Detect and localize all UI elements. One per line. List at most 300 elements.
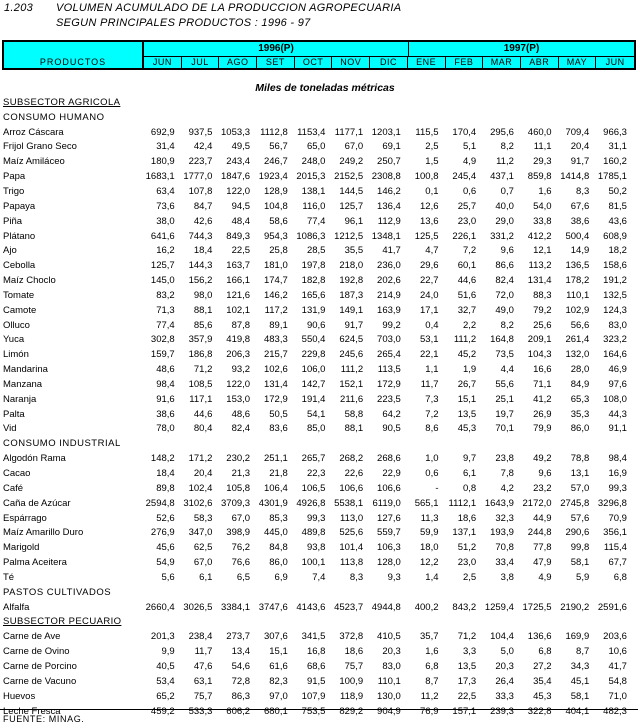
table-row <box>0 540 640 555</box>
value-cell: 2172,0 <box>522 497 552 509</box>
value-cell: 65,0 <box>306 141 326 153</box>
value-cell: 322,8 <box>527 705 552 717</box>
value-cell: 77,4 <box>156 319 175 331</box>
value-cell: 178,2 <box>565 275 590 287</box>
value-cell: 148,2 <box>150 453 175 465</box>
value-cell: 85,3 <box>269 512 288 524</box>
value-cell: 54,6 <box>231 660 251 672</box>
value-cell: 60,1 <box>457 260 477 272</box>
product-label: Carne de Vacuno <box>3 675 77 687</box>
value-cell: 1847,6 <box>221 171 251 183</box>
value-cell: 1,4 <box>425 571 439 583</box>
product-label: Carne de Ovino <box>3 646 70 658</box>
table-row <box>0 629 640 644</box>
product-label: Papa <box>3 171 26 183</box>
value-cell: 18,6 <box>457 512 477 524</box>
product-label: Cebolla <box>3 260 36 272</box>
value-cell: 268,6 <box>377 453 401 465</box>
value-cell: 243,4 <box>226 156 251 168</box>
value-cell: 6119,0 <box>372 497 401 509</box>
value-cell: 86,3 <box>231 690 251 702</box>
product-label: Té <box>3 571 15 583</box>
value-cell: 437,1 <box>490 171 514 183</box>
value-cell: 680,1 <box>263 705 288 717</box>
value-cell: 128,0 <box>377 557 401 569</box>
sector-heading-row <box>0 615 640 630</box>
value-cell: 42,6 <box>193 215 213 227</box>
value-cell: 9,7 <box>462 453 477 465</box>
value-cell: 6,1 <box>199 571 213 583</box>
value-cell: 42,4 <box>193 141 213 153</box>
value-cell: 104,3 <box>527 349 552 361</box>
value-cell: 21,8 <box>269 468 288 480</box>
product-label: Carne de Porcino <box>3 660 77 672</box>
product-label: Trigo <box>3 185 25 197</box>
product-label: Espárrago <box>3 512 47 524</box>
value-cell: 859,8 <box>527 171 552 183</box>
value-cell: 78,0 <box>156 423 175 435</box>
value-cell: 53,4 <box>156 675 175 687</box>
value-cell: 1,1 <box>425 364 439 376</box>
value-cell: 4,4 <box>500 364 514 376</box>
value-cell: 268,2 <box>339 453 364 465</box>
value-cell: 35,3 <box>570 408 590 420</box>
value-cell: 163,9 <box>377 304 401 316</box>
product-label: Maíz Amiláceo <box>3 156 65 168</box>
value-cell: 307,6 <box>263 631 288 643</box>
value-cell: 34,3 <box>570 660 590 672</box>
value-cell: 106,0 <box>301 364 326 376</box>
value-cell: 45,2 <box>457 349 477 361</box>
value-cell: 22,9 <box>382 468 401 480</box>
value-cell: 91,7 <box>570 156 590 168</box>
value-cell: 86,0 <box>269 557 288 569</box>
value-cell: 1348,1 <box>371 230 401 242</box>
product-label: Cacao <box>3 468 31 480</box>
value-cell: 3296,8 <box>597 497 627 509</box>
value-cell: 49,5 <box>231 141 251 153</box>
value-cell: 0,6 <box>425 468 439 480</box>
value-cell: 357,9 <box>188 334 213 346</box>
value-cell: 744,3 <box>188 230 213 242</box>
table-row <box>0 644 640 659</box>
value-cell: 4926,8 <box>296 497 326 509</box>
value-cell: 106,6 <box>377 482 401 494</box>
value-cell: 33,4 <box>495 557 514 569</box>
table-row <box>0 303 640 318</box>
value-cell: 8,7 <box>425 675 439 687</box>
value-cell: 18,4 <box>193 245 213 257</box>
value-cell: 4944,8 <box>371 601 401 613</box>
value-cell: 276,9 <box>150 527 175 539</box>
value-cell: 77,8 <box>533 542 552 554</box>
value-cell: 88,1 <box>193 304 213 316</box>
value-cell: 113,0 <box>340 512 364 524</box>
value-cell: 2015,3 <box>296 171 326 183</box>
value-cell: 116,0 <box>302 200 326 212</box>
value-cell: 40,0 <box>495 200 514 212</box>
value-cell: 9,6 <box>538 468 552 480</box>
value-cell: 22,6 <box>344 468 364 480</box>
value-cell: 5,6 <box>161 571 175 583</box>
products-header-label: PRODUCTOS <box>39 57 107 67</box>
table-row <box>0 125 640 140</box>
month-header: ABR <box>521 57 559 68</box>
value-cell: 45,6 <box>156 542 175 554</box>
value-cell: 482,3 <box>603 705 627 717</box>
value-cell: 104,8 <box>263 200 288 212</box>
value-cell: 111,2 <box>340 364 364 376</box>
value-cell: 67,0 <box>231 512 251 524</box>
value-cell: 136,6 <box>527 631 552 643</box>
value-cell: 40,5 <box>156 660 175 672</box>
value-cell: 223,7 <box>188 156 213 168</box>
value-cell: 70,8 <box>495 542 514 554</box>
value-cell: 290,6 <box>565 527 590 539</box>
value-cell: 250,7 <box>377 156 401 168</box>
value-cell: 265,4 <box>377 349 401 361</box>
value-cell: 20,3 <box>495 660 514 672</box>
value-cell: 1112,1 <box>448 497 477 509</box>
value-cell: 2745,8 <box>560 497 590 509</box>
value-cell: 937,5 <box>188 126 213 138</box>
value-cell: 7,2 <box>425 408 439 420</box>
value-cell: 323,2 <box>603 334 627 346</box>
sector-label: SUBSECTOR PECUARIO <box>3 616 122 628</box>
value-cell: 73,5 <box>495 349 514 361</box>
value-cell: 136,4 <box>377 200 401 212</box>
value-cell: 533,3 <box>188 705 213 717</box>
value-cell: 71,0 <box>608 690 627 702</box>
value-cell: 48,6 <box>156 364 175 376</box>
value-cell: 261,4 <box>565 334 590 346</box>
value-cell: 67,0 <box>193 557 213 569</box>
value-cell: 138,1 <box>301 185 326 197</box>
value-cell: 1,9 <box>462 364 477 376</box>
value-cell: 47,9 <box>533 557 552 569</box>
value-cell: 137,1 <box>452 527 477 539</box>
value-cell: 1,6 <box>538 185 552 197</box>
value-cell: 19,7 <box>495 408 514 420</box>
month-header: AGO <box>219 57 257 68</box>
value-cell: 11,2 <box>496 156 514 168</box>
value-cell: 122,0 <box>226 378 251 390</box>
value-cell: 954,3 <box>263 230 288 242</box>
value-cell: 25,6 <box>533 319 552 331</box>
value-cell: 84,8 <box>269 542 288 554</box>
table-row <box>0 258 640 273</box>
month-header: FEB <box>446 57 484 68</box>
value-cell: 172,9 <box>377 378 401 390</box>
table-row <box>0 377 640 392</box>
value-cell: 118,9 <box>340 690 364 702</box>
value-cell: 58,3 <box>193 512 213 524</box>
value-cell: 102,9 <box>565 304 590 316</box>
value-cell: 218,0 <box>339 260 364 272</box>
value-cell: 77,4 <box>306 215 326 227</box>
value-cell: 113,5 <box>377 364 401 376</box>
value-cell: 35,5 <box>344 245 364 257</box>
month-header: NOV <box>332 57 370 68</box>
value-cell: 29,6 <box>420 260 439 272</box>
value-cell: 209,1 <box>527 334 552 346</box>
value-cell: 4,9 <box>538 571 552 583</box>
table-row <box>0 659 640 674</box>
value-cell: 181,0 <box>263 260 288 272</box>
value-cell: 2152,5 <box>334 171 364 183</box>
value-cell: 273,7 <box>226 631 251 643</box>
value-cell: 52,6 <box>156 512 175 524</box>
value-cell: 99,3 <box>306 512 326 524</box>
table-row <box>0 199 640 214</box>
value-cell: 76,2 <box>231 542 251 554</box>
value-cell: 223,5 <box>377 393 401 405</box>
value-cell: 341,5 <box>301 631 326 643</box>
value-cell: 400,2 <box>414 601 439 613</box>
table-row <box>0 214 640 229</box>
value-cell: 12,1 <box>533 245 552 257</box>
value-cell: 6,8 <box>425 660 439 672</box>
value-cell: 49,2 <box>533 453 552 465</box>
value-cell: 54,9 <box>156 557 175 569</box>
table-row <box>0 333 640 348</box>
table-row <box>0 184 640 199</box>
value-cell: 2591,6 <box>597 601 627 613</box>
value-cell: 606,2 <box>226 705 251 717</box>
value-cell: 5538,1 <box>334 497 364 509</box>
value-cell: 3102,6 <box>183 497 213 509</box>
value-cell: 1785,1 <box>597 171 627 183</box>
value-cell: 4301,9 <box>258 497 288 509</box>
value-cell: 33,8 <box>533 215 552 227</box>
value-cell: 8,3 <box>576 185 590 197</box>
value-cell: 22,5 <box>457 690 477 702</box>
value-cell: 106,6 <box>339 482 364 494</box>
value-cell: 51,6 <box>457 289 477 301</box>
value-cell: 1777,0 <box>183 171 213 183</box>
value-cell: 6,5 <box>236 571 251 583</box>
value-cell: 82,3 <box>269 675 288 687</box>
value-cell: 85,0 <box>306 423 326 435</box>
value-cell: 6,9 <box>274 571 288 583</box>
value-cell: 158,6 <box>603 260 627 272</box>
value-cell: 331,2 <box>490 230 514 242</box>
value-cell: 608,9 <box>603 230 627 242</box>
value-cell: 111,2 <box>453 334 477 346</box>
value-cell: 8,3 <box>349 571 364 583</box>
value-cell: 91,7 <box>344 319 364 331</box>
value-cell: 38,0 <box>156 215 175 227</box>
value-cell: 57,6 <box>570 512 590 524</box>
value-cell: 132,5 <box>603 289 627 301</box>
value-cell: 53,1 <box>420 334 439 346</box>
value-cell: 125,5 <box>414 230 439 242</box>
value-cell: 87,8 <box>231 319 251 331</box>
value-cell: 404,1 <box>565 705 590 717</box>
value-cell: 58,6 <box>269 215 288 227</box>
value-cell: 47,6 <box>193 660 213 672</box>
value-cell: 27,2 <box>533 660 552 672</box>
value-cell: 21,3 <box>231 468 251 480</box>
value-cell: 26,4 <box>495 675 514 687</box>
value-cell: 82,4 <box>231 423 251 435</box>
value-cell: 99,2 <box>382 319 401 331</box>
value-cell: 7,8 <box>500 468 514 480</box>
value-cell: 113,8 <box>340 557 364 569</box>
value-cell: 215,7 <box>263 349 288 361</box>
value-cell: 112,9 <box>377 215 401 227</box>
value-cell: 82,4 <box>495 275 514 287</box>
value-cell: 58,1 <box>570 690 590 702</box>
group-label: CONSUMO INDUSTRIAL <box>3 438 121 450</box>
table-title-line2: SEGUN PRINCIPALES PRODUCTOS : 1996 - 97 <box>56 17 311 29</box>
value-cell: 8,2 <box>500 141 514 153</box>
value-cell: 22,7 <box>420 275 439 287</box>
value-cell: 48,4 <box>231 215 251 227</box>
value-cell: 703,0 <box>377 334 401 346</box>
value-cell: 117,2 <box>264 304 288 316</box>
value-cell: 54,8 <box>608 675 627 687</box>
value-cell: 843,2 <box>452 601 477 613</box>
value-cell: 164,6 <box>603 349 627 361</box>
value-cell: 829,2 <box>339 705 364 717</box>
value-cell: 550,4 <box>301 334 326 346</box>
value-cell: 15,1 <box>457 393 477 405</box>
table-row <box>0 525 640 540</box>
value-cell: 117,1 <box>189 393 213 405</box>
value-cell: 245,6 <box>339 349 364 361</box>
value-cell: 20,4 <box>570 141 590 153</box>
group-label: CONSUMO HUMANO <box>3 111 105 123</box>
value-cell: 56,6 <box>570 319 590 331</box>
value-cell: 11,3 <box>420 512 439 524</box>
value-cell: 18,0 <box>420 542 439 554</box>
value-cell: 44,9 <box>533 512 552 524</box>
value-cell: 13,5 <box>457 408 477 420</box>
value-cell: 1725,5 <box>522 601 552 613</box>
product-label: Maíz Choclo <box>3 275 56 287</box>
product-label: Huevos <box>3 690 36 702</box>
value-cell: 419,8 <box>226 334 251 346</box>
value-cell: 65,3 <box>570 393 590 405</box>
table-row <box>0 407 640 422</box>
value-cell: 70,1 <box>495 423 514 435</box>
value-cell: 10,6 <box>608 646 627 658</box>
group-label: PASTOS CULTIVADOS <box>3 586 112 598</box>
value-cell: 8,7 <box>576 646 590 658</box>
value-cell: 753,5 <box>301 705 326 717</box>
units-subtitle: Miles de toneladas métricas <box>255 82 395 94</box>
sector-label: SUBSECTOR AGRICOLA <box>3 96 121 108</box>
value-cell: 146,2 <box>377 185 401 197</box>
table-row <box>0 689 640 704</box>
value-cell: 347,0 <box>188 527 213 539</box>
table-row <box>0 555 640 570</box>
value-cell: 46,9 <box>608 364 627 376</box>
product-label: Caña de Azúcar <box>3 497 71 509</box>
value-cell: 445,0 <box>263 527 288 539</box>
value-cell: 295,6 <box>490 126 514 138</box>
value-cell: 93,2 <box>231 364 251 376</box>
value-cell: 1643,9 <box>484 497 514 509</box>
value-cell: 84,9 <box>570 378 590 390</box>
value-cell: 127,6 <box>377 512 401 524</box>
value-cell: 54,1 <box>306 408 326 420</box>
value-cell: 23,0 <box>457 215 477 227</box>
value-cell: 229,8 <box>301 349 326 361</box>
month-header: JUL <box>182 57 220 68</box>
value-cell: 13,4 <box>231 646 251 658</box>
value-cell: 1153,4 <box>297 126 326 138</box>
product-label: Olluco <box>3 319 30 331</box>
value-cell: 72,8 <box>231 675 251 687</box>
value-cell: 71,1 <box>533 378 552 390</box>
value-cell: 160,2 <box>603 156 627 168</box>
value-cell: 244,8 <box>527 527 552 539</box>
value-cell: 131,4 <box>527 275 552 287</box>
value-cell: 81,5 <box>608 200 627 212</box>
product-label: Palma Aceitera <box>3 557 67 569</box>
value-cell: 565,1 <box>414 497 439 509</box>
value-cell: 9,9 <box>161 646 175 658</box>
product-label: Frijol Grano Seco <box>3 141 77 153</box>
value-cell: 22,5 <box>231 245 251 257</box>
value-cell: 2594,8 <box>145 497 175 509</box>
value-cell: 16,2 <box>156 245 175 257</box>
value-cell: 72,0 <box>495 289 514 301</box>
product-label: Leche Fresca <box>3 705 61 717</box>
product-label: Vid <box>3 423 17 435</box>
value-cell: 193,9 <box>490 527 514 539</box>
value-cell: 22,3 <box>306 468 326 480</box>
value-cell: 460,0 <box>527 126 552 138</box>
value-cell: 525,6 <box>339 527 364 539</box>
value-cell: 98,4 <box>156 378 175 390</box>
value-cell: 62,5 <box>193 542 213 554</box>
value-cell: 49,0 <box>495 304 514 316</box>
value-cell: 11,7 <box>194 646 213 658</box>
product-label: Papaya <box>3 200 36 212</box>
value-cell: 1086,3 <box>296 230 326 242</box>
value-cell: 63,1 <box>193 675 213 687</box>
value-cell: 966,3 <box>603 126 627 138</box>
value-cell: 35,4 <box>533 675 552 687</box>
value-cell: 26,9 <box>533 408 552 420</box>
value-cell: 0,1 <box>425 185 439 197</box>
value-cell: 79,2 <box>533 304 552 316</box>
value-cell: 44,3 <box>608 408 627 420</box>
table-row <box>0 154 640 169</box>
product-label: Ajo <box>3 245 17 257</box>
value-cell: 22,1 <box>420 349 439 361</box>
value-cell: 107,9 <box>301 690 326 702</box>
value-cell: 146,2 <box>263 289 288 301</box>
value-cell: 71,2 <box>193 364 213 376</box>
value-cell: 100,8 <box>414 171 439 183</box>
product-label: Palta <box>3 408 25 420</box>
value-cell: 3709,3 <box>221 497 251 509</box>
value-cell: 57,0 <box>570 482 590 494</box>
value-cell: 131,4 <box>263 378 288 390</box>
value-cell: 125,7 <box>339 200 364 212</box>
value-cell: 265,7 <box>301 453 326 465</box>
value-cell: 89,8 <box>156 482 175 494</box>
value-cell: 124,3 <box>603 304 627 316</box>
table-row <box>0 362 640 377</box>
value-cell: 6,8 <box>613 571 627 583</box>
value-cell: 239,3 <box>490 705 514 717</box>
value-cell: 186,8 <box>188 349 213 361</box>
